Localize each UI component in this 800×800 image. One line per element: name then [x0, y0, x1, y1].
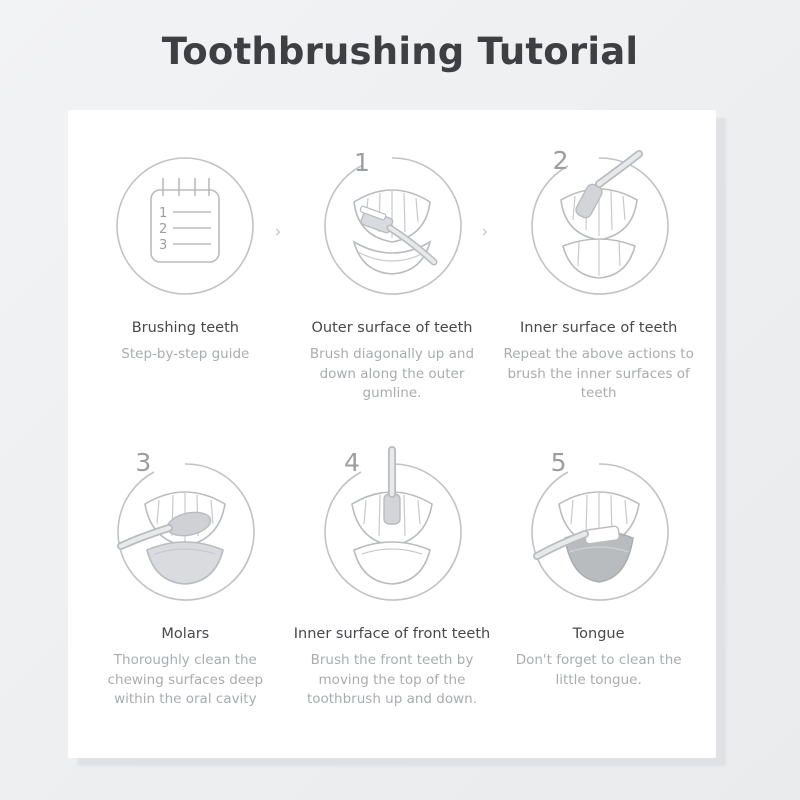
outer-teeth-brush-icon	[302, 136, 482, 316]
svg-text:2: 2	[159, 222, 168, 237]
step-item-front-teeth[interactable]	[289, 442, 496, 748]
step-description: Thoroughly clean the chewing surfaces deep within the oral cavity	[107, 652, 264, 708]
steps-grid	[68, 110, 716, 758]
step-item-inner-surface[interactable]	[481, 136, 702, 442]
checklist-icon	[95, 136, 275, 316]
step-description: Repeat the above actions to brush the inner surfaces of teeth	[503, 346, 694, 402]
step-caption: Inner surface of front teeth	[293, 626, 491, 642]
step-item-tongue[interactable]	[495, 442, 702, 748]
step-number: 4	[343, 448, 360, 477]
svg-text:3: 3	[159, 238, 168, 253]
step-caption: Inner surface of teeth	[519, 320, 678, 336]
tongue-brush-icon	[509, 442, 689, 622]
step-item-brushing-teeth[interactable]	[82, 136, 289, 442]
flow-arrow-icon: ›	[274, 222, 282, 242]
step-description: Don't forget to clean the little tongue.	[515, 652, 682, 688]
step-description: Step-by-step guide	[121, 346, 250, 362]
step-number: 5	[550, 448, 567, 477]
step-illustration-inner	[509, 136, 689, 316]
step-description: Brush diagonally up and down along the outer gumline.	[309, 346, 475, 402]
step-illustration-tongue	[509, 442, 689, 622]
step-illustration-checklist	[95, 136, 275, 316]
step-item-outer-surface[interactable]	[274, 136, 496, 442]
step-caption: Outer surface of teeth	[311, 320, 473, 336]
step-illustration-outer	[302, 136, 482, 316]
step-caption: Brushing teeth	[131, 320, 239, 336]
inner-teeth-brush-icon	[509, 136, 689, 316]
step-number: 2	[552, 146, 569, 175]
molars-brush-icon	[95, 442, 275, 622]
step-caption: Tongue	[572, 626, 625, 642]
page-title: Toothbrushing Tutorial	[161, 30, 639, 73]
svg-text:1: 1	[159, 206, 168, 221]
step-illustration-molars	[95, 442, 275, 622]
front-teeth-brush-icon	[302, 442, 482, 622]
step-description: Brush the front teeth by moving the top of the toothbrush up and down.	[306, 652, 477, 708]
step-item-molars[interactable]	[82, 442, 289, 748]
step-illustration-front	[302, 442, 482, 622]
step-caption: Molars	[161, 626, 210, 642]
step-number: 3	[135, 448, 152, 477]
step-number: 1	[353, 148, 370, 177]
flow-arrow-icon: ›	[481, 222, 489, 242]
